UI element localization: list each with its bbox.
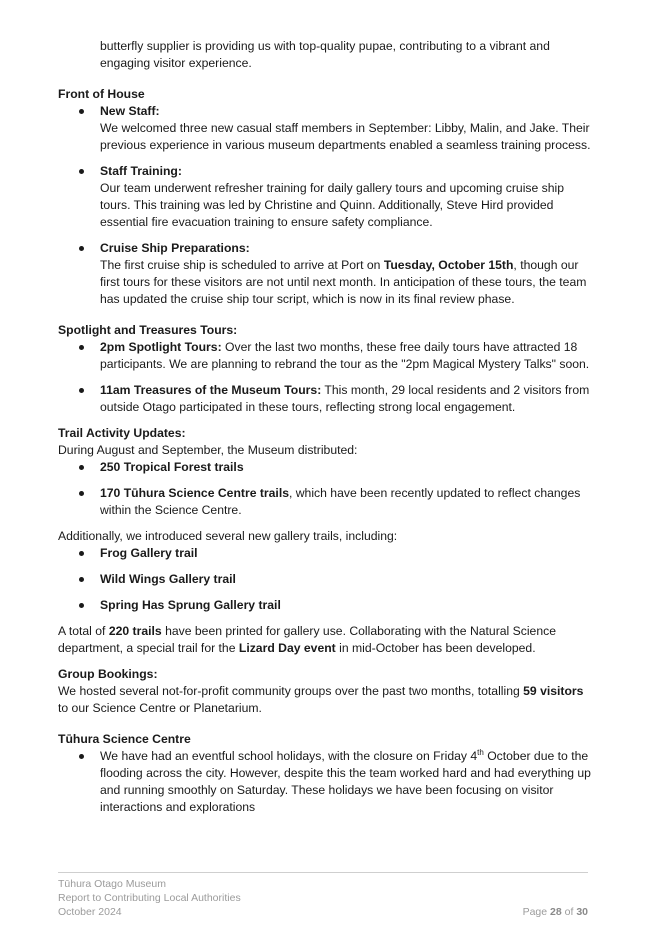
list-item: 2pm Spotlight Tours: Over the last two months, these free daily tours have attracted 18 participants. We are planning to rebrand the tour as the "2pm Magical Mystery Talks" soon.	[58, 339, 593, 373]
trail-heading: Trail Activity Updates:	[58, 426, 186, 440]
list-item: Spring Has Sprung Gallery trail	[58, 597, 593, 614]
intro-paragraph: butterfly supplier is providing us with top-quality pupae, contributing to a vibrant and engaging visitor experience.	[100, 39, 550, 70]
group-heading: Group Bookings:	[58, 667, 158, 681]
bullet-icon	[79, 754, 84, 759]
item-title: New Staff:	[100, 104, 160, 118]
front-of-house-list	[58, 103, 593, 308]
list-item	[58, 163, 593, 231]
bullet-icon	[79, 603, 84, 608]
footer-report-title: Report to Contributing Local Authorities	[58, 892, 241, 904]
footer-date: October 2024	[58, 906, 122, 918]
bullet-icon	[79, 465, 84, 470]
document-body	[58, 38, 593, 816]
list-item	[58, 103, 593, 154]
bullet-icon	[79, 169, 84, 174]
list-item	[58, 240, 593, 308]
bullet-icon	[79, 577, 84, 582]
item-title: Staff Training:	[100, 164, 182, 178]
item-text: Our team underwent refresher training for daily gallery tours and upcoming cruise ship tours. This training was led by Christine and Quinn. Additionally, Steve Hird provided essential fire evacuation training to ensure safety compliance.	[100, 181, 565, 229]
trail-distributed-list	[58, 459, 593, 519]
footer-organisation: Tūhura Otago Museum	[58, 878, 166, 890]
list-item: Frog Gallery trail	[58, 545, 593, 562]
new-trails-intro: Additionally, we introduced several new gallery trails, including:	[58, 529, 398, 543]
list-item: Wild Wings Gallery trail	[58, 571, 593, 588]
item-title: Cruise Ship Preparations:	[100, 241, 250, 255]
trail-intro: During August and September, the Museum distributed:	[58, 443, 358, 457]
bullet-icon	[79, 345, 84, 350]
group-paragraph: We hosted several not-for-profit community groups over the past two months, totalling 59 visitors to our Science Centre or Planetarium.	[58, 684, 584, 715]
list-item: We have had an eventful school holidays, with the closure on Friday 4th October due to the flooding across the city. However, despite this the team worked hard and had everything up and running smoothly on Saturday. These holidays we have been focusing on visitor interactions and explorations	[58, 748, 593, 816]
page-number: Page 28 of 30	[522, 906, 588, 918]
item-text: We welcomed three new casual staff members in September: Libby, Malin, and Jake. Their previous experience in various museum departments enabled a seamless training process.	[100, 121, 591, 152]
page-footer	[58, 872, 588, 919]
list-item: 11am Treasures of the Museum Tours: This month, 29 local residents and 2 visitors from outside Otago participated in these tours, reflecting strong local engagement.	[58, 382, 593, 416]
science-centre-list	[58, 748, 593, 816]
spotlight-heading: Spotlight and Treasures Tours:	[58, 323, 238, 337]
bullet-icon	[79, 109, 84, 114]
list-item: 250 Tropical Forest trails	[58, 459, 593, 476]
list-item: 170 Tūhura Science Centre trails, which have been recently updated to reflect changes within the Science Centre.	[58, 485, 593, 519]
bullet-icon	[79, 551, 84, 556]
item-text: The first cruise ship is scheduled to arrive at Port on Tuesday, October 15th, though our first tours for these visitors are not until next month. In anticipation of these tours, the team has updated the cruise ship tour script, which is now in its final review phase.	[100, 258, 587, 306]
bullet-icon	[79, 246, 84, 251]
bullet-icon	[79, 388, 84, 393]
new-trails-list	[58, 545, 593, 614]
science-centre-heading: Tūhura Science Centre	[58, 732, 191, 746]
trail-summary: A total of 220 trails have been printed for gallery use. Collaborating with the Natural Science department, a special trail for the Lizard Day event in mid-October has been developed.	[58, 624, 556, 655]
spotlight-list	[58, 339, 593, 416]
bullet-icon	[79, 491, 84, 496]
front-of-house-heading: Front of House	[58, 87, 145, 101]
